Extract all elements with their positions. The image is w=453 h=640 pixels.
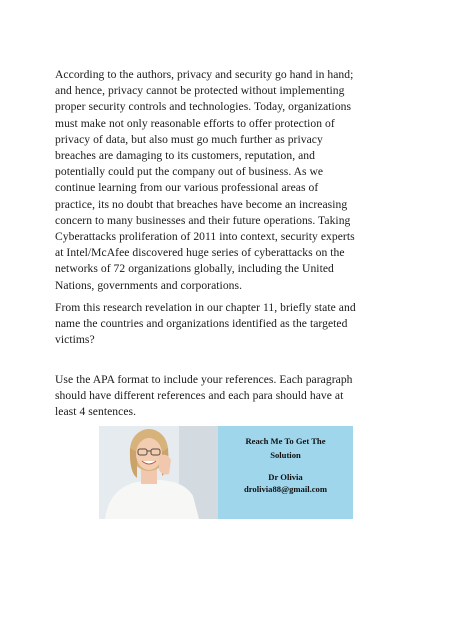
paragraph-privacy-security: According to the authors, privacy and security go hand in hand; and hence, privacy cannot be protected without implementing proper security controls and technologies. Today, organizations must make not only reasonable efforts to offer protection of privacy of data, but also must go much further as privacy breaches are damaging to its customers, reputation, and potentially could put the company out of business. As we continue learning from our various professional areas of practice, its no doubt that breaches have become an increasing concern to many businesses and their future operations. Taking Cyberattacks proliferation of 2011 into context, security experts at Intel/McAfee discovered huge series of cyberattacks on the networks of 72 organizations globally, including the United Nations, governments and corporations. [55, 68, 355, 292]
paragraph-question: From this research revelation in our chapter 11, briefly state and name the countries and organizations identified as the targeted victims? [55, 301, 356, 347]
paragraph-instructions: Use the APA format to include your references. Each paragraph should have different references and each para should have at least 4 sentences. [55, 373, 353, 419]
contact-panel [218, 426, 353, 519]
ad-title-line-2: Solution [270, 450, 301, 460]
woman-with-glasses-photo [99, 426, 218, 519]
contact-name: Dr Olivia [268, 472, 303, 482]
contact-advert [99, 426, 353, 519]
ad-title-line-1: Reach Me To Get The [245, 436, 326, 446]
ad-title [245, 434, 325, 462]
contact-email: drolivia88@gmail.com [243, 484, 328, 494]
